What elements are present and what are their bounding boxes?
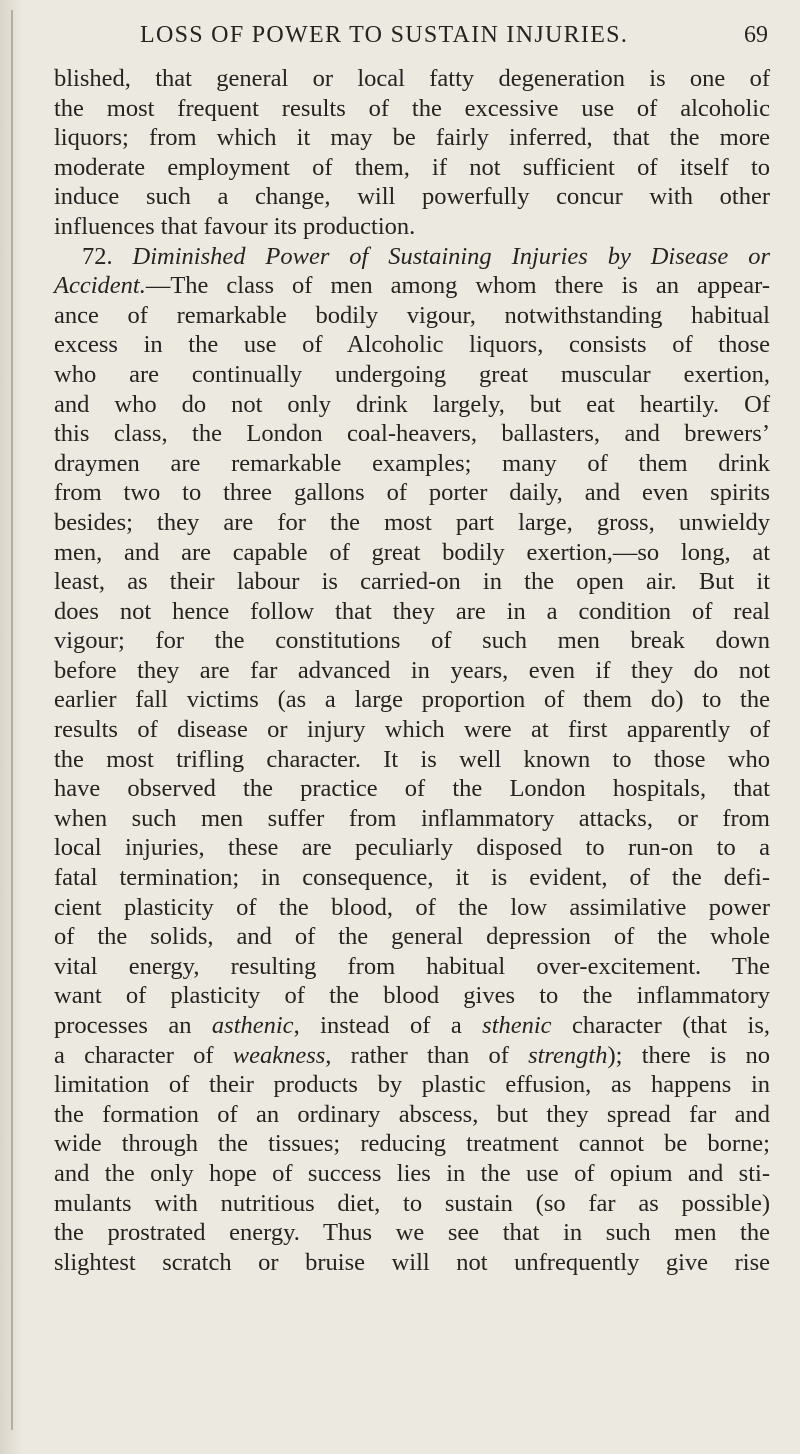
body-text bbox=[54, 64, 770, 1277]
section-lead-text: —The class of men among whom there is an appear- bbox=[145, 272, 770, 300]
text-line: influences that favour its production. bbox=[54, 212, 416, 240]
text-line bbox=[54, 271, 770, 301]
text-line: ance of remarkable bodily vigour, notwithstanding habitual bbox=[54, 301, 770, 329]
text-line: and the only hope of success lies in the use of opium and sti- bbox=[54, 1159, 770, 1187]
text-line: least, as their labour is carried-on in the open air. But it bbox=[54, 568, 770, 596]
text-line: and who do not only drink largely, but eat heartily. Of bbox=[54, 390, 770, 418]
text-line: earlier fall victims (as a large proportion of them do) to the bbox=[54, 686, 770, 714]
text-line: before they are far advanced in years, even if they do not bbox=[54, 656, 770, 684]
section-title: Diminished Power of Sustaining Injuries by Disease or bbox=[132, 242, 770, 270]
text-line: besides; they are for the most part large, gross, unwieldy bbox=[54, 508, 770, 536]
binding-gutter bbox=[0, 0, 24, 1454]
text-run: ); there is no bbox=[607, 1041, 770, 1069]
text-line: the most frequent results of the excessive use of alcoholic bbox=[54, 94, 770, 122]
text-line: blished, that general or local fatty degeneration is one of bbox=[54, 65, 770, 92]
paragraph-1 bbox=[54, 64, 770, 242]
text-line: wide through the tissues; reducing treatment cannot be borne; bbox=[54, 1130, 770, 1158]
text-line: results of disease or injury which were at first apparently of bbox=[54, 716, 770, 744]
term-asthenic: asthenic bbox=[211, 1012, 294, 1039]
text-run: , instead of a bbox=[293, 1012, 483, 1039]
text-line: this class, the London coal-heavers, ballasters, and brewers’ bbox=[54, 420, 770, 448]
term-sthenic: sthenic bbox=[482, 1012, 552, 1039]
text-line: moderate employment of them, if not sufficient of itself to bbox=[54, 153, 770, 181]
text-line: who are continually undergoing great muscular exertion, bbox=[54, 360, 770, 388]
text-run: character (that is, bbox=[551, 1012, 771, 1039]
text-line: induce such a change, will powerfully concur with other bbox=[54, 183, 770, 211]
text-line: limitation of their products by plastic effusion, as happens in bbox=[54, 1071, 770, 1099]
text-line: excess in the use of Alcoholic liquors, consists of those bbox=[54, 331, 770, 359]
text-line: of the solids, and of the general depression of the whole bbox=[54, 923, 770, 951]
text-line bbox=[54, 1011, 770, 1041]
section-number: 72. bbox=[82, 242, 113, 270]
text-line: the prostrated energy. Thus we see that in such men the bbox=[54, 1219, 770, 1247]
text-run: , rather than of bbox=[325, 1041, 529, 1069]
term-weakness: weakness bbox=[232, 1041, 326, 1069]
text-line: cient plasticity of the blood, of the low assimilative power bbox=[54, 893, 770, 921]
text-line: the most trifling character. It is well known to those who bbox=[54, 745, 770, 773]
text-line: does not hence follow that they are in a condition of real bbox=[54, 597, 770, 625]
text-line: fatal termination; in consequence, it is evident, of the defi- bbox=[54, 864, 770, 892]
term-strength: strength bbox=[528, 1041, 608, 1069]
section-heading-line bbox=[54, 242, 770, 272]
text-line: want of plasticity of the blood gives to the inflammatory bbox=[54, 982, 770, 1010]
text-line: local injuries, these are peculiarly disposed to run-on to a bbox=[54, 834, 770, 862]
text-line: draymen are remarkable examples; many of them drink bbox=[54, 449, 770, 477]
page-header bbox=[140, 14, 768, 58]
running-head: LOSS OF POWER TO SUSTAIN INJURIES. bbox=[140, 22, 629, 48]
text-line: vigour; for the constitutions of such men break down bbox=[54, 627, 770, 655]
text-line: the formation of an ordinary abscess, but they spread far and bbox=[54, 1100, 770, 1128]
section-title-continued: Accident. bbox=[54, 272, 146, 300]
text-line: have observed the practice of the London hospitals, that bbox=[54, 775, 770, 803]
section-72 bbox=[54, 242, 770, 1278]
text-line: men, and are capable of great bodily exertion,—so long, at bbox=[54, 538, 770, 566]
text-line bbox=[54, 1041, 770, 1071]
text-run: a character of bbox=[54, 1041, 233, 1069]
text-run: processes an bbox=[54, 1012, 212, 1039]
text-line: liquors; from which it may be fairly inferred, that the more bbox=[54, 124, 770, 152]
page-number: 69 bbox=[744, 22, 768, 48]
gutter-edge bbox=[11, 10, 13, 1430]
text-line: slightest scratch or bruise will not unfrequently give rise bbox=[54, 1248, 770, 1276]
text-line: vital energy, resulting from habitual over-excitement. The bbox=[54, 952, 770, 980]
text-line: mulants with nutritious diet, to sustain (so far as possible) bbox=[54, 1189, 770, 1217]
text-line: when such men suffer from inflammatory attacks, or from bbox=[54, 804, 770, 832]
text-line: from two to three gallons of porter daily, and even spirits bbox=[54, 479, 770, 507]
